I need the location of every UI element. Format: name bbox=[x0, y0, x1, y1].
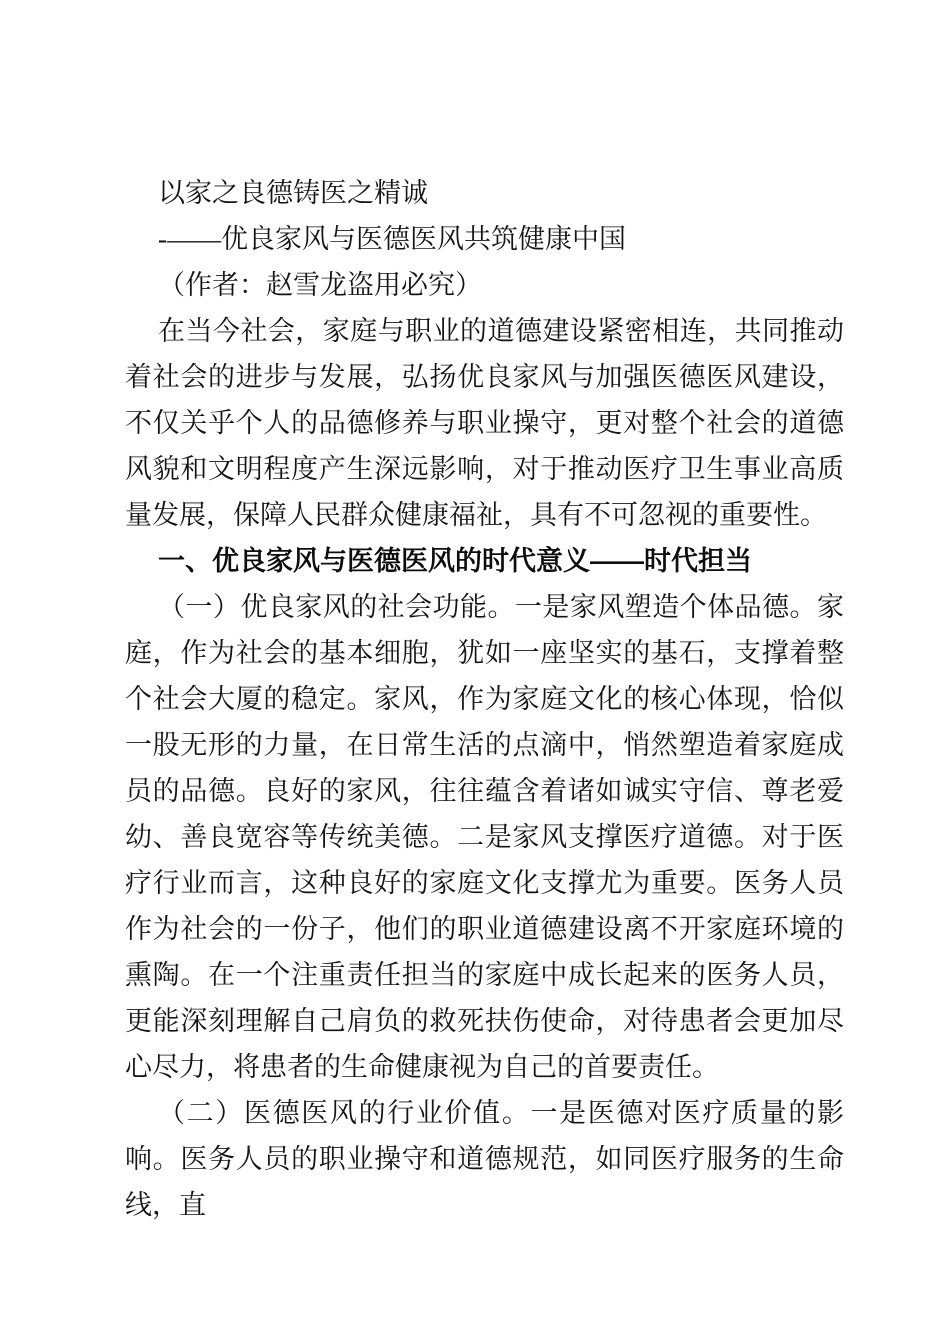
author-line: （作者：赵雪龙盗用必究） bbox=[158, 270, 482, 300]
paragraph-intro: 在当今社会，家庭与职业的道德建设紧密相连，共同推动着社会的进步与发展，弘扬优良家风与加强医德医风建设，不仅关乎个人的品德修养与职业操守，更对整个社会的道德风貌和文明程度产生深远影响，对于推动医疗卫生事业高质量发展，保障人民群众健康福祉，具有不可忽视的重要性。 bbox=[125, 316, 844, 530]
paragraph-medical-ethics-value: （二）医德医风的行业价值。一是医德对医疗质量的影响。医务人员的职业操守和道德规范，如同医疗服务的生命线，直 bbox=[125, 1098, 844, 1220]
document-page bbox=[125, 170, 844, 1228]
document-title: 以家之良德铸医之精诚 bbox=[158, 178, 428, 208]
document-subtitle: -——优良家风与医德医风共筑健康中国 bbox=[158, 224, 626, 254]
paragraph-family-virtue-function: （一）优良家风的社会功能。一是家风塑造个体品德。家庭，作为社会的基本细胞，犹如一座坚实的基石，支撑着整个社会大厦的稳定。家风，作为家庭文化的核心体现，恰似一股无形的力量，在日常生活的点滴中，悄然塑造着家庭成员的品德。良好的家风，往往蕴含着诸如诚实守信、尊老爱幼、善良宽容等传统美德。二是家风支撑医疗道德。对于医疗行业而言，这种良好的家庭文化支撑尤为重要。医务人员作为社会的一份子，他们的职业道德建设离不开家庭环境的熏陶。在一个注重责任担当的家庭中成长起来的医务人员，更能深刻理解自己肩负的救死扶伤使命，对待患者会更加尽心尽力，将患者的生命健康视为自己的首要责任。 bbox=[125, 592, 844, 1082]
section-heading-era-significance: 一、优良家风与医德医风的时代意义——时代担当 bbox=[158, 546, 752, 576]
